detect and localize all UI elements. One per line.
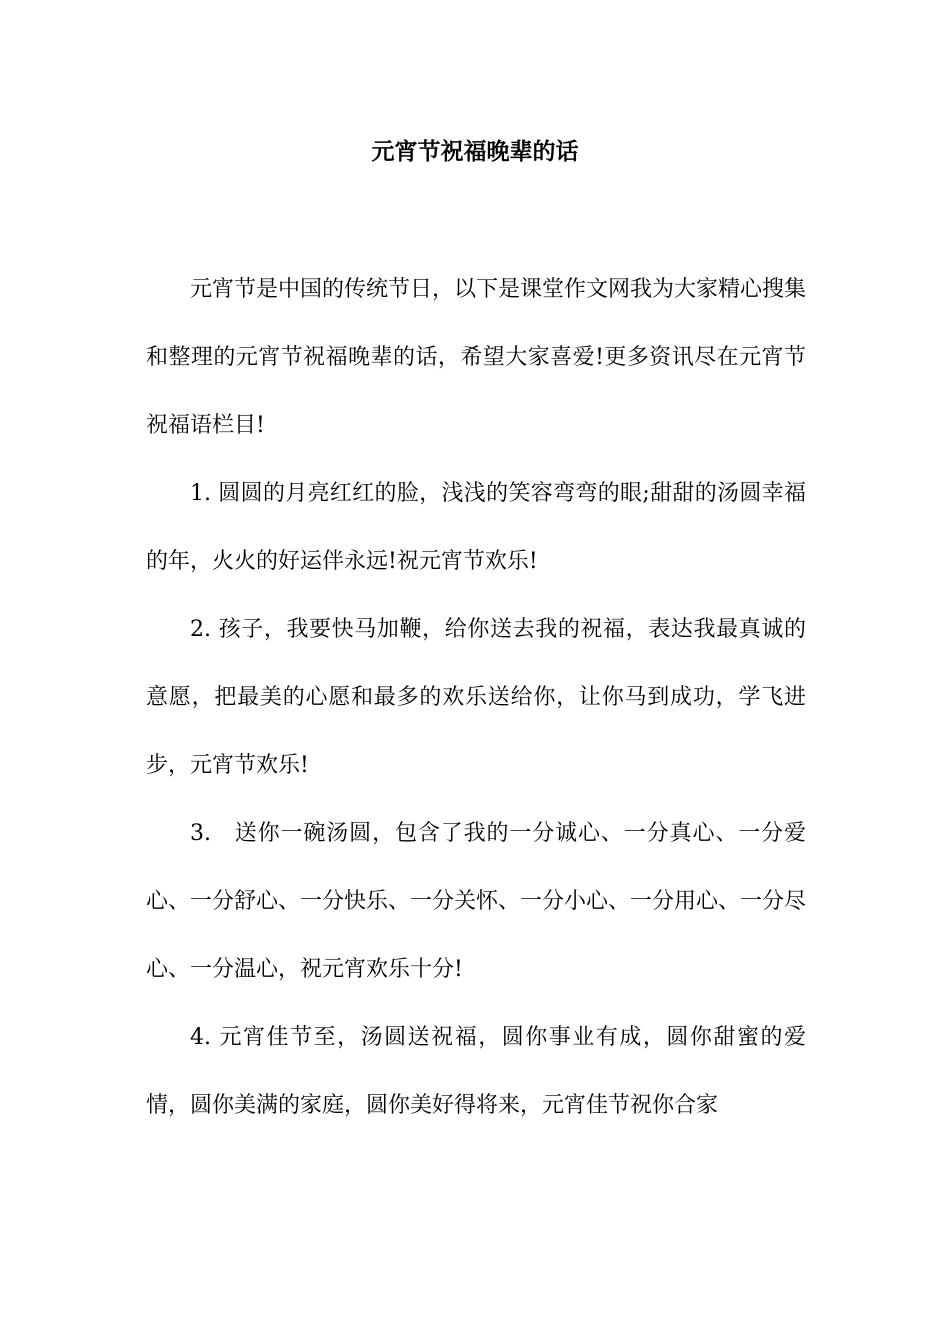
document-body: [146, 256, 806, 1140]
blessing-paragraph-3: 3. 送你一碗汤圆，包含了我的一分诚心、一分真心、一分爱心、一分舒心、一分快乐、一分关怀、一分小心、一分用心、一分尽心、一分温心，祝元宵欢乐十分!: [146, 821, 807, 982]
blessing-paragraph-2: 2. 孩子，我要快马加鞭，给你送去我的祝福，表达我最真诚的意愿，把最美的心愿和最多的欢乐送给你，让你马到成功，学飞进步，元宵节欢乐!: [146, 617, 806, 778]
blessing-paragraph-1: 1. 圆圆的月亮红红的脸，浅浅的笑容弯弯的眼;甜甜的汤圆幸福的年，火火的好运伴永远!祝元宵节欢乐!: [146, 481, 806, 574]
document-title: 元宵节祝福晚辈的话: [371, 138, 579, 165]
intro-paragraph: 元宵节是中国的传统节日，以下是课堂作文网我为大家精心搜集和整理的元宵节祝福晚辈的话，希望大家喜爱!更多资讯尽在元宵节祝福语栏目!: [146, 277, 807, 438]
blessing-paragraph-4: 4. 元宵佳节至，汤圆送祝福，圆你事业有成，圆你甜蜜的爱情，圆你美满的家庭，圆你美好得将来，元宵佳节祝你合家: [146, 1025, 806, 1118]
